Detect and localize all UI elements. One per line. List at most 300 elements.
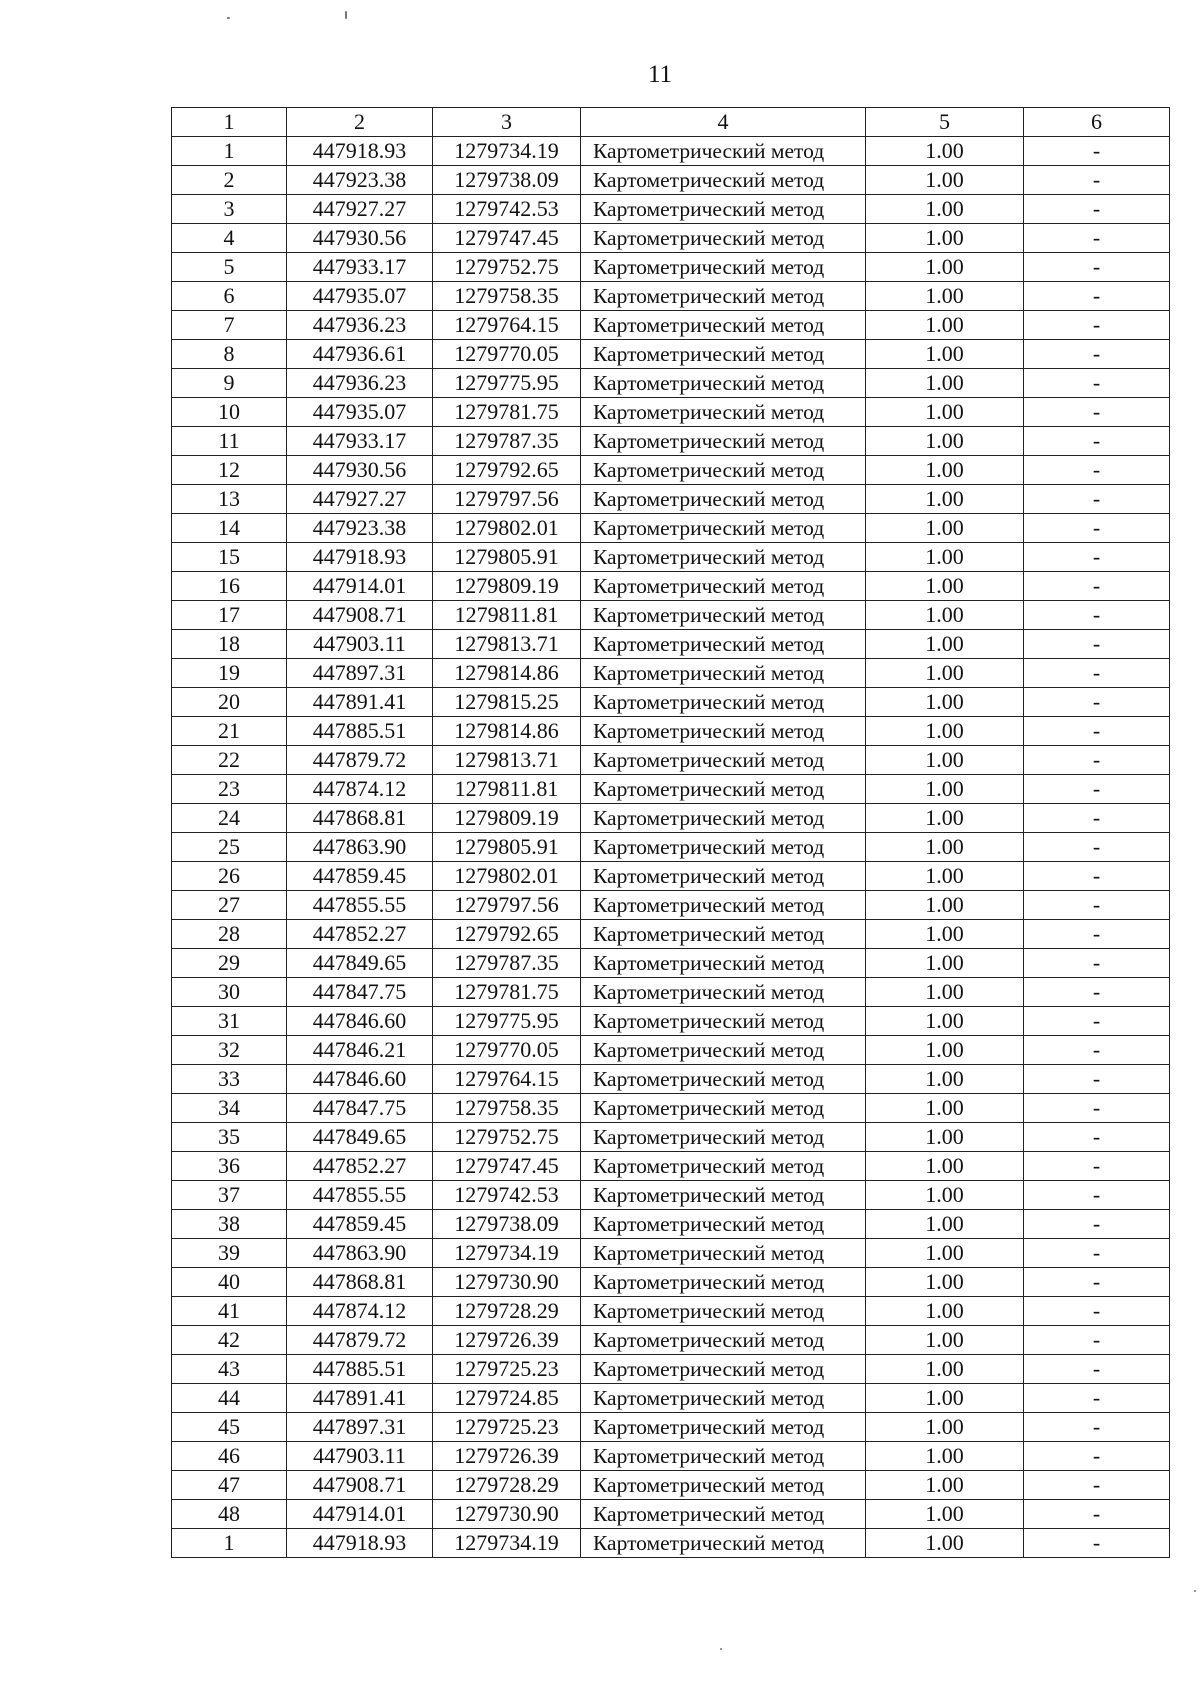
accuracy-cell: 1.00 [866,659,1024,688]
point-number-cell: 39 [172,1239,287,1268]
table-body [172,108,1170,1558]
point-number-cell: 25 [172,833,287,862]
note-cell: - [1024,572,1170,601]
table-row [172,195,1170,224]
y-coordinate-cell: 1279815.25 [433,688,581,717]
accuracy-cell: 1.00 [866,1152,1024,1181]
header-cell: 2 [287,108,433,137]
point-number-cell: 14 [172,514,287,543]
method-cell: Картометрический метод [581,427,866,456]
note-cell: - [1024,1036,1170,1065]
table-row [172,1529,1170,1558]
y-coordinate-cell: 1279811.81 [433,775,581,804]
table-row [172,630,1170,659]
note-cell: - [1024,775,1170,804]
x-coordinate-cell: 447891.41 [287,688,433,717]
accuracy-cell: 1.00 [866,572,1024,601]
table-row [172,978,1170,1007]
accuracy-cell: 1.00 [866,1297,1024,1326]
point-number-cell: 36 [172,1152,287,1181]
x-coordinate-cell: 447885.51 [287,717,433,746]
method-cell: Картометрический метод [581,1036,866,1065]
y-coordinate-cell: 1279787.35 [433,949,581,978]
y-coordinate-cell: 1279742.53 [433,195,581,224]
point-number-cell: 17 [172,601,287,630]
y-coordinate-cell: 1279724.85 [433,1384,581,1413]
method-cell: Картометрический метод [581,1355,866,1384]
method-cell: Картометрический метод [581,717,866,746]
point-number-cell: 24 [172,804,287,833]
x-coordinate-cell: 447897.31 [287,1413,433,1442]
y-coordinate-cell: 1279726.39 [433,1326,581,1355]
x-coordinate-cell: 447846.60 [287,1065,433,1094]
x-coordinate-cell: 447903.11 [287,630,433,659]
y-coordinate-cell: 1279814.86 [433,717,581,746]
x-coordinate-cell: 447852.27 [287,1152,433,1181]
point-number-cell: 26 [172,862,287,891]
accuracy-cell: 1.00 [866,717,1024,746]
y-coordinate-cell: 1279797.56 [433,485,581,514]
point-number-cell: 2 [172,166,287,195]
note-cell: - [1024,1239,1170,1268]
table-row [172,949,1170,978]
method-cell: Картометрический метод [581,485,866,514]
method-cell: Картометрический метод [581,630,866,659]
x-coordinate-cell: 447933.17 [287,427,433,456]
point-number-cell: 4 [172,224,287,253]
table-row [172,369,1170,398]
x-coordinate-cell: 447891.41 [287,1384,433,1413]
point-number-cell: 9 [172,369,287,398]
method-cell: Картометрический метод [581,833,866,862]
table-row [172,775,1170,804]
table-row [172,717,1170,746]
point-number-cell: 44 [172,1384,287,1413]
note-cell: - [1024,311,1170,340]
note-cell: - [1024,282,1170,311]
note-cell: - [1024,1065,1170,1094]
method-cell: Картометрический метод [581,282,866,311]
point-number-cell: 12 [172,456,287,485]
accuracy-cell: 1.00 [866,1181,1024,1210]
method-cell: Картометрический метод [581,1123,866,1152]
y-coordinate-cell: 1279792.65 [433,920,581,949]
x-coordinate-cell: 447849.65 [287,949,433,978]
point-number-cell: 43 [172,1355,287,1384]
x-coordinate-cell: 447914.01 [287,1500,433,1529]
x-coordinate-cell: 447847.75 [287,1094,433,1123]
note-cell: - [1024,253,1170,282]
header-cell: 3 [433,108,581,137]
note-cell: - [1024,833,1170,862]
x-coordinate-cell: 447927.27 [287,485,433,514]
accuracy-cell: 1.00 [866,1413,1024,1442]
point-number-cell: 41 [172,1297,287,1326]
note-cell: - [1024,601,1170,630]
note-cell: - [1024,1384,1170,1413]
table-row [172,1007,1170,1036]
x-coordinate-cell: 447859.45 [287,862,433,891]
y-coordinate-cell: 1279770.05 [433,1036,581,1065]
table-row [172,1094,1170,1123]
y-coordinate-cell: 1279734.19 [433,137,581,166]
x-coordinate-cell: 447930.56 [287,456,433,485]
x-coordinate-cell: 447923.38 [287,166,433,195]
x-coordinate-cell: 447855.55 [287,1181,433,1210]
method-cell: Картометрический метод [581,1384,866,1413]
scan-speck [720,1648,722,1650]
y-coordinate-cell: 1279809.19 [433,572,581,601]
accuracy-cell: 1.00 [866,1471,1024,1500]
x-coordinate-cell: 447897.31 [287,659,433,688]
table-row [172,1384,1170,1413]
method-cell: Картометрический метод [581,1442,866,1471]
point-number-cell: 22 [172,746,287,775]
x-coordinate-cell: 447933.17 [287,253,433,282]
accuracy-cell: 1.00 [866,398,1024,427]
y-coordinate-cell: 1279734.19 [433,1239,581,1268]
method-cell: Картометрический метод [581,1268,866,1297]
accuracy-cell: 1.00 [866,688,1024,717]
note-cell: - [1024,1268,1170,1297]
method-cell: Картометрический метод [581,688,866,717]
x-coordinate-cell: 447863.90 [287,833,433,862]
table-row [172,514,1170,543]
table-row [172,862,1170,891]
x-coordinate-cell: 447936.23 [287,369,433,398]
x-coordinate-cell: 447930.56 [287,224,433,253]
method-cell: Картометрический метод [581,1500,866,1529]
note-cell: - [1024,1181,1170,1210]
note-cell: - [1024,369,1170,398]
method-cell: Картометрический метод [581,1471,866,1500]
method-cell: Картометрический метод [581,398,866,427]
method-cell: Картометрический метод [581,311,866,340]
y-coordinate-cell: 1279802.01 [433,514,581,543]
table-row [172,688,1170,717]
method-cell: Картометрический метод [581,1152,866,1181]
y-coordinate-cell: 1279781.75 [433,978,581,1007]
y-coordinate-cell: 1279802.01 [433,862,581,891]
method-cell: Картометрический метод [581,543,866,572]
method-cell: Картометрический метод [581,514,866,543]
table-row [172,920,1170,949]
method-cell: Картометрический метод [581,775,866,804]
y-coordinate-cell: 1279726.39 [433,1442,581,1471]
note-cell: - [1024,427,1170,456]
y-coordinate-cell: 1279775.95 [433,1007,581,1036]
accuracy-cell: 1.00 [866,804,1024,833]
note-cell: - [1024,166,1170,195]
note-cell: - [1024,1297,1170,1326]
table-row [172,746,1170,775]
y-coordinate-cell: 1279787.35 [433,427,581,456]
accuracy-cell: 1.00 [866,833,1024,862]
note-cell: - [1024,514,1170,543]
table-row [172,572,1170,601]
accuracy-cell: 1.00 [866,543,1024,572]
y-coordinate-cell: 1279728.29 [433,1471,581,1500]
accuracy-cell: 1.00 [866,1007,1024,1036]
point-number-cell: 1 [172,137,287,166]
note-cell: - [1024,804,1170,833]
x-coordinate-cell: 447868.81 [287,804,433,833]
method-cell: Картометрический метод [581,340,866,369]
table-row [172,427,1170,456]
x-coordinate-cell: 447846.60 [287,1007,433,1036]
method-cell: Картометрический метод [581,949,866,978]
x-coordinate-cell: 447935.07 [287,398,433,427]
point-number-cell: 1 [172,1529,287,1558]
note-cell: - [1024,746,1170,775]
table-row [172,282,1170,311]
table-row [172,891,1170,920]
note-cell: - [1024,1413,1170,1442]
y-coordinate-cell: 1279725.23 [433,1413,581,1442]
point-number-cell: 33 [172,1065,287,1094]
x-coordinate-cell: 447936.23 [287,311,433,340]
accuracy-cell: 1.00 [866,224,1024,253]
method-cell: Картометрический метод [581,1529,866,1558]
accuracy-cell: 1.00 [866,630,1024,659]
note-cell: - [1024,340,1170,369]
note-cell: - [1024,688,1170,717]
accuracy-cell: 1.00 [866,949,1024,978]
point-number-cell: 11 [172,427,287,456]
accuracy-cell: 1.00 [866,311,1024,340]
accuracy-cell: 1.00 [866,427,1024,456]
coordinates-table [171,107,1170,1558]
x-coordinate-cell: 447852.27 [287,920,433,949]
y-coordinate-cell: 1279734.19 [433,1529,581,1558]
method-cell: Картометрический метод [581,862,866,891]
accuracy-cell: 1.00 [866,1036,1024,1065]
y-coordinate-cell: 1279813.71 [433,630,581,659]
accuracy-cell: 1.00 [866,137,1024,166]
y-coordinate-cell: 1279813.71 [433,746,581,775]
method-cell: Картометрический метод [581,746,866,775]
table-row [172,311,1170,340]
accuracy-cell: 1.00 [866,1123,1024,1152]
accuracy-cell: 1.00 [866,1500,1024,1529]
y-coordinate-cell: 1279811.81 [433,601,581,630]
x-coordinate-cell: 447918.93 [287,543,433,572]
table-row [172,833,1170,862]
table-row [172,1471,1170,1500]
table-row [172,1181,1170,1210]
point-number-cell: 7 [172,311,287,340]
point-number-cell: 38 [172,1210,287,1239]
point-number-cell: 40 [172,1268,287,1297]
table-row [172,485,1170,514]
note-cell: - [1024,1326,1170,1355]
note-cell: - [1024,195,1170,224]
method-cell: Картометрический метод [581,978,866,1007]
accuracy-cell: 1.00 [866,1268,1024,1297]
y-coordinate-cell: 1279728.29 [433,1297,581,1326]
table-row [172,1065,1170,1094]
table-row [172,1268,1170,1297]
x-coordinate-cell: 447918.93 [287,137,433,166]
point-number-cell: 5 [172,253,287,282]
y-coordinate-cell: 1279775.95 [433,369,581,398]
point-number-cell: 8 [172,340,287,369]
accuracy-cell: 1.00 [866,195,1024,224]
y-coordinate-cell: 1279781.75 [433,398,581,427]
note-cell: - [1024,949,1170,978]
x-coordinate-cell: 447908.71 [287,601,433,630]
accuracy-cell: 1.00 [866,1442,1024,1471]
accuracy-cell: 1.00 [866,978,1024,1007]
x-coordinate-cell: 447874.12 [287,1297,433,1326]
accuracy-cell: 1.00 [866,1384,1024,1413]
table-row [172,456,1170,485]
point-number-cell: 23 [172,775,287,804]
y-coordinate-cell: 1279738.09 [433,166,581,195]
method-cell: Картометрический метод [581,1326,866,1355]
table-header-row [172,108,1170,137]
note-cell: - [1024,1355,1170,1384]
point-number-cell: 42 [172,1326,287,1355]
note-cell: - [1024,717,1170,746]
point-number-cell: 18 [172,630,287,659]
x-coordinate-cell: 447863.90 [287,1239,433,1268]
x-coordinate-cell: 447936.61 [287,340,433,369]
accuracy-cell: 1.00 [866,1355,1024,1384]
x-coordinate-cell: 447859.45 [287,1210,433,1239]
y-coordinate-cell: 1279758.35 [433,282,581,311]
method-cell: Картометрический метод [581,456,866,485]
method-cell: Картометрический метод [581,601,866,630]
table-row [172,224,1170,253]
y-coordinate-cell: 1279725.23 [433,1355,581,1384]
table-row [172,1355,1170,1384]
method-cell: Картометрический метод [581,195,866,224]
table-row [172,543,1170,572]
note-cell: - [1024,1471,1170,1500]
x-coordinate-cell: 447846.21 [287,1036,433,1065]
table-row [172,1123,1170,1152]
header-cell: 4 [581,108,866,137]
point-number-cell: 31 [172,1007,287,1036]
method-cell: Картометрический метод [581,1007,866,1036]
x-coordinate-cell: 447885.51 [287,1355,433,1384]
x-coordinate-cell: 447879.72 [287,746,433,775]
y-coordinate-cell: 1279805.91 [433,833,581,862]
point-number-cell: 3 [172,195,287,224]
y-coordinate-cell: 1279764.15 [433,311,581,340]
x-coordinate-cell: 447903.11 [287,1442,433,1471]
table-row [172,398,1170,427]
accuracy-cell: 1.00 [866,166,1024,195]
table-row [172,253,1170,282]
y-coordinate-cell: 1279730.90 [433,1268,581,1297]
point-number-cell: 13 [172,485,287,514]
table-row [172,1297,1170,1326]
accuracy-cell: 1.00 [866,1094,1024,1123]
y-coordinate-cell: 1279747.45 [433,224,581,253]
note-cell: - [1024,1529,1170,1558]
method-cell: Картометрический метод [581,253,866,282]
table-row [172,804,1170,833]
note-cell: - [1024,1094,1170,1123]
point-number-cell: 19 [172,659,287,688]
note-cell: - [1024,1152,1170,1181]
note-cell: - [1024,920,1170,949]
method-cell: Картометрический метод [581,369,866,398]
note-cell: - [1024,224,1170,253]
method-cell: Картометрический метод [581,1210,866,1239]
point-number-cell: 6 [172,282,287,311]
accuracy-cell: 1.00 [866,369,1024,398]
point-number-cell: 45 [172,1413,287,1442]
y-coordinate-cell: 1279797.56 [433,891,581,920]
accuracy-cell: 1.00 [866,1239,1024,1268]
y-coordinate-cell: 1279742.53 [433,1181,581,1210]
scan-speck [345,11,347,19]
note-cell: - [1024,659,1170,688]
y-coordinate-cell: 1279752.75 [433,253,581,282]
method-cell: Картометрический метод [581,137,866,166]
x-coordinate-cell: 447908.71 [287,1471,433,1500]
accuracy-cell: 1.00 [866,862,1024,891]
accuracy-cell: 1.00 [866,456,1024,485]
y-coordinate-cell: 1279738.09 [433,1210,581,1239]
table-row [172,1326,1170,1355]
method-cell: Картометрический метод [581,166,866,195]
method-cell: Картометрический метод [581,224,866,253]
x-coordinate-cell: 447927.27 [287,195,433,224]
table-row [172,166,1170,195]
scan-speck [227,17,230,19]
note-cell: - [1024,1442,1170,1471]
y-coordinate-cell: 1279770.05 [433,340,581,369]
note-cell: - [1024,1123,1170,1152]
point-number-cell: 32 [172,1036,287,1065]
point-number-cell: 29 [172,949,287,978]
method-cell: Картометрический метод [581,1181,866,1210]
point-number-cell: 48 [172,1500,287,1529]
accuracy-cell: 1.00 [866,601,1024,630]
method-cell: Картометрический метод [581,1413,866,1442]
accuracy-cell: 1.00 [866,775,1024,804]
point-number-cell: 27 [172,891,287,920]
table-row [172,1500,1170,1529]
method-cell: Картометрический метод [581,572,866,601]
x-coordinate-cell: 447855.55 [287,891,433,920]
method-cell: Картометрический метод [581,1065,866,1094]
table-row [172,1413,1170,1442]
y-coordinate-cell: 1279792.65 [433,456,581,485]
x-coordinate-cell: 447868.81 [287,1268,433,1297]
accuracy-cell: 1.00 [866,340,1024,369]
table-row [172,340,1170,369]
method-cell: Картометрический метод [581,920,866,949]
note-cell: - [1024,630,1170,659]
accuracy-cell: 1.00 [866,1065,1024,1094]
header-cell: 5 [866,108,1024,137]
note-cell: - [1024,891,1170,920]
table-row [172,137,1170,166]
note-cell: - [1024,456,1170,485]
y-coordinate-cell: 1279764.15 [433,1065,581,1094]
accuracy-cell: 1.00 [866,282,1024,311]
note-cell: - [1024,1007,1170,1036]
note-cell: - [1024,137,1170,166]
point-number-cell: 37 [172,1181,287,1210]
table-row [172,1210,1170,1239]
accuracy-cell: 1.00 [866,920,1024,949]
